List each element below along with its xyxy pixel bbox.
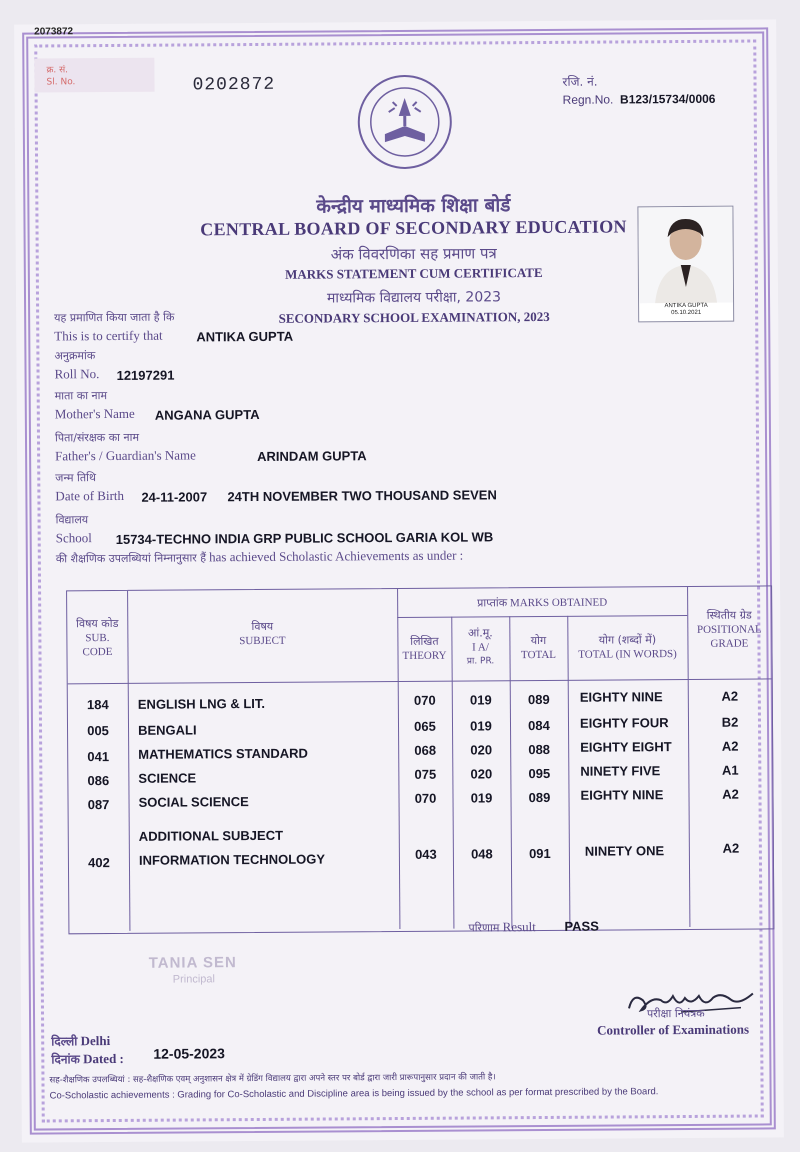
student-photo [637,206,734,323]
serial-number: 0202872 [192,74,276,96]
photo-date: 05.10.2021 [671,309,702,317]
table-row: 184 ENGLISH LNG & LIT. 070 019 089 EIGHTY NINE A2 [86,688,739,713]
mother-label-hindi: माता का नाम [54,389,108,403]
father-label-hindi: पिता/संरक्षक का नाम [54,430,140,445]
roll-number: 12197291 [116,367,175,383]
dob-words: 24TH NOVEMBER TWO THOUSAND SEVEN [227,487,497,505]
header-grade: स्थितीय ग्रेड POSITIONAL GRADE [696,608,762,650]
student-name: ANTIKA GUPTA [196,328,294,345]
issue-date: 12-05-2023 [153,1045,225,1062]
table-row: 087 SOCIAL SCIENCE 070 019 089 EIGHTY NINE A2 [87,786,739,813]
exam-name: SECONDARY SCHOOL EXAMINATION, 2023 [278,308,550,326]
result-value: PASS [564,918,599,934]
marks-table [66,585,774,934]
header-total-words: योग (शब्दों में) TOTAL (IN WORDS) [578,633,677,661]
footer-note-hindi: सह-शैक्षणिक उपलब्धियां : सह-शैक्षणिक एवम् अनुशासन क्षेत्र में ग्रेडिंग विद्यालय द्वारा अपने स्तर पर बोर्ड द्वारा जारी प्रारूपानुसार प्रदान की जाती है। [49,1072,496,1086]
footer-note: Co-Scholastic achievements : Grading for Co-Scholastic and Discipline area is being issued by the school as per format prescribed by the Board. [49,1086,659,1102]
place: दिल्ली Delhi [51,1033,111,1049]
mother-name: ANGANA GUPTA [154,406,260,423]
father-label: Father's / Guardian's Name [55,447,196,464]
dob-label: Date of Birth [55,487,125,504]
photo-name: ANTIKA GUPTA [664,302,708,310]
result-line: परिणाम Result [468,919,536,935]
roll-label: Roll No. [54,366,100,382]
roll-label-hindi: अनुक्रमांक [54,349,96,363]
school-label-hindi: विद्यालय [55,513,89,527]
table-row: 005 BENGALI 065 019 084 EIGHTY FOUR B2 [87,714,739,739]
certify-label-hindi: यह प्रमाणित किया जाता है कि [54,310,175,325]
document-code: 2073872 [34,26,74,38]
header-theory: लिखित THEORY [402,634,447,662]
table-row-additional: ADDITIONAL SUBJECT 402 INFORMATION TECHNOLOGY 043 048 091 NINETY ONE A2 [88,827,740,871]
achievement-line: की शैक्षणिक उपलब्धियां निम्नानुसार हैं has achieved Scholastic Achievements as under : [55,547,464,566]
school-name: 15734-TECHNO INDIA GRP PUBLIC SCHOOL GARIA KOL WB [115,529,494,547]
exam-name-hindi: माध्यमिक विद्यालय परीक्षा, 2023 [326,289,502,307]
cbse-emblem-icon [354,72,455,173]
additional-heading: ADDITIONAL SUBJECT [138,827,284,844]
father-name: ARINDAM GUPTA [257,448,367,464]
serial-label: क्र. सं. Sl. No. [46,65,76,88]
board-name-hindi: केन्द्रीय माध्यमिक शिक्षा बोर्ड [316,194,511,218]
school-label: School [55,530,92,546]
dob-value: 24-11-2007 [141,489,208,505]
regn-label-hindi: रजि. नं. [562,74,598,89]
doc-title: MARKS STATEMENT CUM CERTIFICATE [285,264,543,282]
controller-title: Controller of Examinations [597,1021,750,1038]
header-ia: आं.मू. I A/ प्रा. PR. [466,626,495,667]
regn-number: Regn.No. B123/15734/0006 [562,91,716,107]
header-subject: विषय SUBJECT [239,619,286,648]
mother-label: Mother's Name [54,405,135,422]
header-sub-code: विषय कोड SUB. CODE [76,616,119,659]
student-portrait-icon [638,207,733,304]
table-row: 086 SCIENCE 075 020 095 NINETY FIVE A1 [87,762,739,789]
doc-title-hindi: अंक विवरणिका सह प्रमाण पत्र [330,244,497,264]
dated-label: दिनांक Dated : [51,1050,124,1067]
principal-stamp: TANIA SEN Principal [148,954,237,986]
dob-label-hindi: जन्म तिथि [55,471,97,485]
header-marks-obtained: प्राप्तांक MARKS OBTAINED [477,596,608,610]
certificate-sheet [14,19,784,1142]
board-name: CENTRAL BOARD OF SECONDARY EDUCATION [200,216,627,240]
table-row: 041 MATHEMATICS STANDARD 068 020 088 EIGHTY EIGHT A2 [87,738,739,765]
certify-label: This is to certify that [54,327,163,344]
header-total: योग TOTAL [520,633,557,662]
controller-title-hindi: परीक्षा नियंत्रक [646,1006,705,1021]
